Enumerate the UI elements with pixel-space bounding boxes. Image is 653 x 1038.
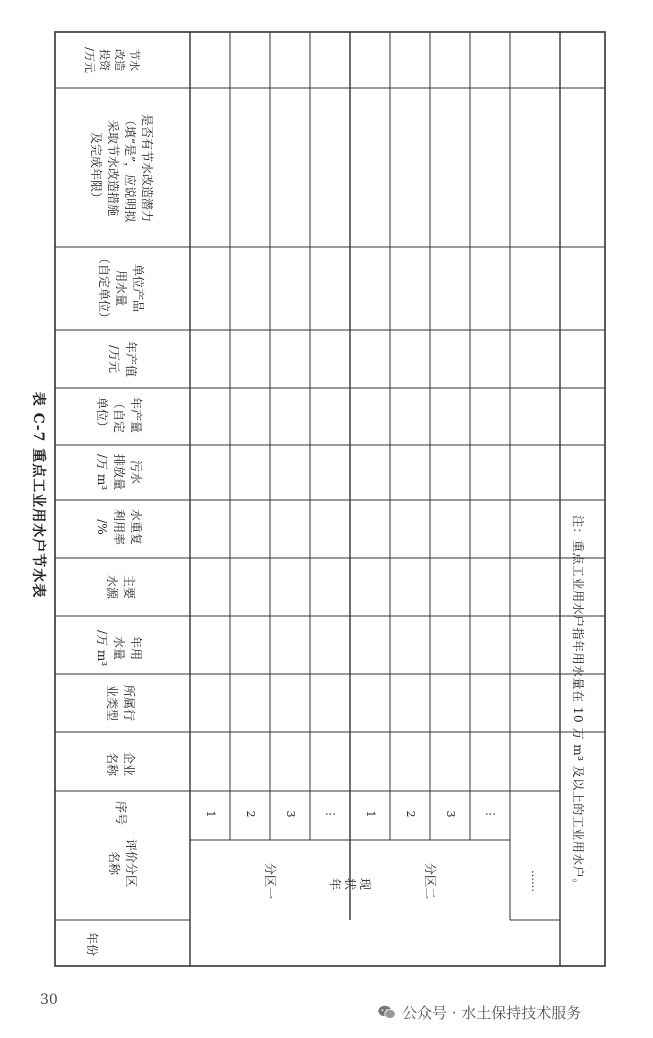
header-zone-name: 评价分区 名称 [107,838,138,887]
zone-name-2: 分区二 [423,862,437,899]
seq-cell: 3 [284,810,297,818]
header-output-value: 年产值 /万元 [107,340,138,377]
header-industry: 所属行 业类型 [105,684,136,721]
seq-cell: 2 [244,810,257,818]
seq-cell: 1 [364,810,377,818]
seq-cell: 3 [444,810,457,818]
year-label: 现 状 年 [328,877,372,890]
header-sewage: 污水 排放量 /万 m³ [95,453,143,491]
header-water-source: 主要 水源 [105,574,136,599]
zone-name-1: 分区一 [263,862,277,899]
seq-cell: 2 [404,810,417,818]
header-year: 年份 [85,931,99,956]
header-reuse-rate: 水重复 利用率 /% [95,508,143,545]
header-output: 年产量 （自定 单位） [95,396,143,433]
wechat-icon [378,1005,396,1020]
table-title: 表 C-7 重点工业用水户节水表 [30,391,46,599]
header-saving-potential: 是否有节水改造潜力 （填“是”，应说明拟 采取节水改造措施 及完成年限） [89,113,154,223]
header-water-use: 年用 水量 /万 m³ [95,629,143,667]
header-investment: 节水 改造 投资 /万元 [83,47,141,73]
watermark-text: 公众号 · 水土保持技术服务 [402,1004,582,1022]
seq-cell: 1 [204,810,217,818]
page-number: 30 [40,992,58,1008]
watermark [378,1002,581,1023]
seq-cell: ⋮ [484,808,497,820]
seq-cell: ⋮ [324,808,337,820]
header-seq: 序号 [114,800,128,825]
header-unit-water: 单位产品 用水量 （自定单位） [97,251,145,324]
more-rows: …… [529,870,542,892]
table-note: 注：重点工业用水户指年用水量在 10 万 m³ 及以上的工业用水户。 [571,515,585,891]
header-company: 企业 名称 [105,751,136,776]
